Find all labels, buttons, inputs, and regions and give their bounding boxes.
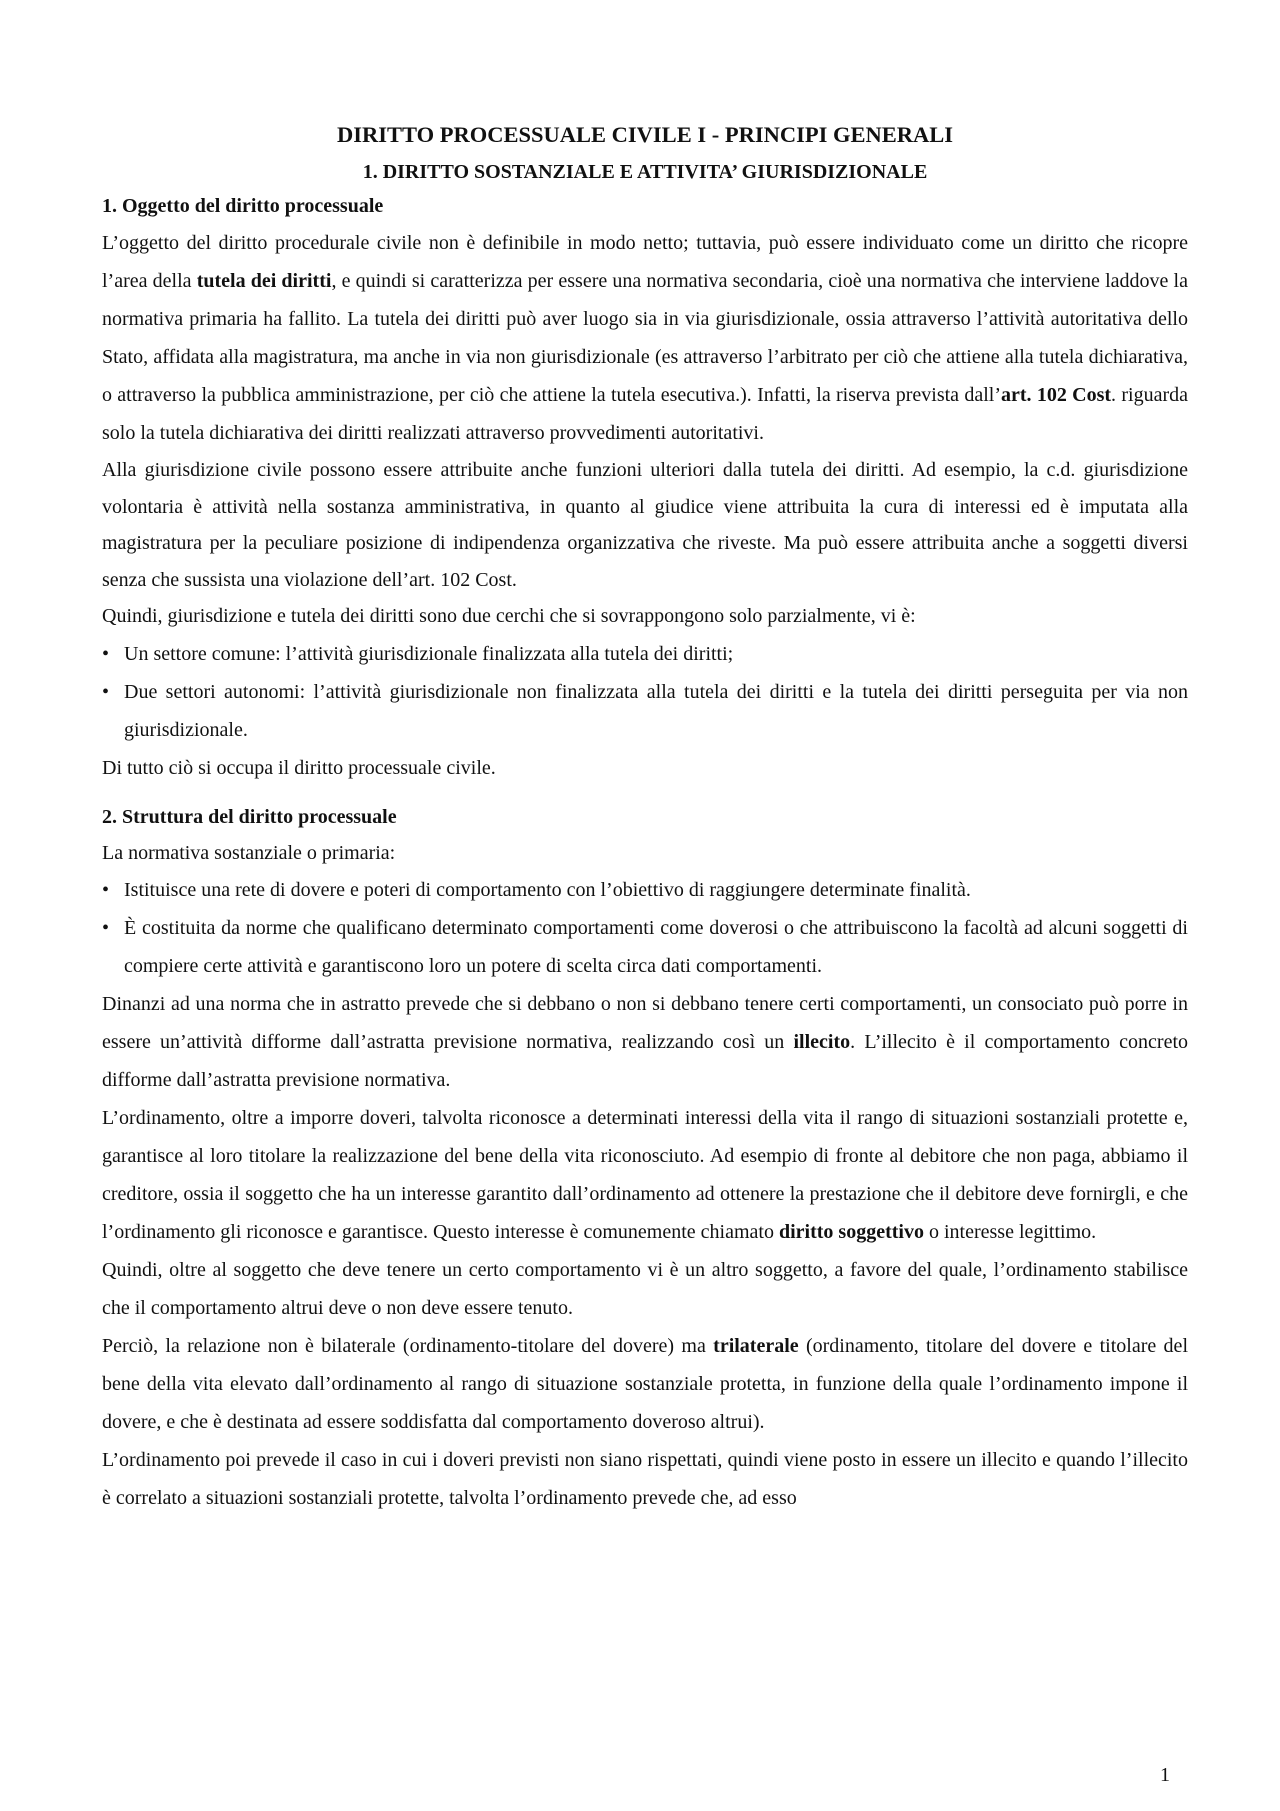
bold-term: trilaterale xyxy=(713,1335,799,1357)
page-number: 1 xyxy=(1160,1764,1170,1786)
text-run: Perciò, la relazione non è bilaterale (ordinamento-titolare del dovere) ma xyxy=(102,1335,714,1357)
bullet-icon: • xyxy=(102,917,110,939)
bullet-list xyxy=(102,635,1188,749)
paragraph xyxy=(102,985,1188,1099)
list-item-text: Due settori autonomi: l’attività giurisdizionale non finalizzata alla tutela dei diritti e la tutela dei diritti perseguita per via non giurisdizionale. xyxy=(124,680,1188,741)
paragraph: La normativa sostanziale o primaria: xyxy=(102,841,396,864)
paragraph xyxy=(102,1327,1188,1441)
paragraph: Alla giurisdizione civile possono essere attribuite anche funzioni ulteriori dalla tutela dei diritti. Ad esempio, la c.d. giurisdizione volontaria è attività nella sostanza amministrativa, in quanto al giudice viene attribuita la cura di interessi ed è imputata alla magistratura per la peculiare posizione di indipendenza organizzativa che riveste. Ma può essere attribuita anche a soggetti diversi senza che sussista una violazione dell’art. 102 Cost. xyxy=(102,459,1188,591)
paragraph: L’ordinamento poi prevede il caso in cui i doveri previsti non siano rispettati, quindi viene posto in essere un illecito e quando l’illecito è correlato a situazioni sostanziali protette, talvolta l’ordinamento prevede che, ad esso xyxy=(102,1449,1188,1509)
bullet-list xyxy=(102,871,1188,985)
section-heading-oggetto: 1. Oggetto del diritto processuale xyxy=(102,195,384,217)
text-run: L’oggetto del diritto procedurale civile non è definibile in modo netto; tuttavia, può essere individuato come un diritto che ricopre l’area della xyxy=(102,232,1188,292)
text-run: (ordinamento, titolare del dovere e titolare del bene della vita elevato dall’ordinamento al rango di situazione sostanziale protetta, in funzione della quale l’ordinamento impone il dovere, e che è destinata ad essere soddisfatta dal comportamento doveroso altrui). xyxy=(102,1335,1188,1433)
paragraph xyxy=(102,1099,1188,1251)
document-title: DIRITTO PROCESSUALE CIVILE I - PRINCIPI GENERALI xyxy=(337,122,953,147)
text-run: . riguarda solo la tutela dichiarativa dei diritti realizzati attraverso provvedimenti autoritativi. xyxy=(102,384,1188,444)
bold-term: illecito xyxy=(793,1031,851,1053)
list-item xyxy=(102,909,1188,985)
bullet-icon: • xyxy=(102,642,110,665)
chapter-title: 1. DIRITTO SOSTANZIALE E ATTIVITA’ GIURISDIZIONALE xyxy=(362,161,928,183)
paragraph: Quindi, giurisdizione e tutela dei diritti sono due cerchi che si sovrappongono solo parzialmente, vi è: xyxy=(102,605,916,627)
paragraph: Di tutto ciò si occupa il diritto processuale civile. xyxy=(102,756,496,779)
text-run: o interesse legittimo. xyxy=(923,1221,1097,1243)
list-item xyxy=(102,635,1188,673)
bold-term: art. 102 Cost xyxy=(1001,384,1112,406)
list-item-text: Istituisce una rete di dovere e poteri di comportamento con l’obiettivo di raggiungere determinate finalità. xyxy=(124,879,971,901)
list-item-text: È costituita da norme che qualificano determinato comportamenti come doverosi o che attribuiscono la facoltà ad alcuni soggetti di compiere certe attività e garantiscono loro un potere di scelta circa dati comportamenti. xyxy=(124,917,1188,977)
bold-term: tutela dei diritti xyxy=(196,270,332,292)
list-item xyxy=(102,673,1188,749)
bullet-icon: • xyxy=(102,680,110,703)
bullet-icon: • xyxy=(102,879,110,901)
paragraph: Quindi, oltre al soggetto che deve tenere un certo comportamento vi è un altro soggetto, a favore del quale, l’ordinamento stabilisce che il comportamento altrui deve o non deve essere tenuto. xyxy=(102,1259,1188,1319)
list-item xyxy=(102,871,1188,909)
text-run: Dinanzi ad una norma che in astratto prevede che si debbano o non si debbano tenere certi comportamenti, un consociato può porre in essere un’attività difforme dall’astratta previsione normativa, realizzando così un xyxy=(102,993,1188,1053)
text-run: L’ordinamento, oltre a imporre doveri, talvolta riconosce a determinati interessi della vita il rango di situazioni sostanziali protette e, garantisce al loro titolare la realizzazione del bene della vita riconosciuto. Ad esempio di fronte al debitore che non paga, abbiamo il creditore, ossia il soggetto che ha un interesse garantito dall’ordinamento ad ottenere la prestazione che il debitore deve fornirgli, e che l’ordinamento gli riconosce e garantisce. Questo interesse è comunemente chiamato xyxy=(102,1107,1188,1243)
section-heading-struttura: 2. Struttura del diritto processuale xyxy=(102,805,397,828)
paragraph xyxy=(102,224,1188,452)
text-run: , e quindi si caratterizza per essere una normativa secondaria, cioè una normativa che interviene laddove la normativa primaria ha fallito. La tutela dei diritti può aver luogo sia in via giurisdizionale, ossia attraverso l’attività autoritativa dello Stato, affidata alla magistratura, ma anche in via non giurisdizionale (es attraverso l’arbitrato per ciò che attiene alla tutela dichiarativa, o attraverso la pubblica amministrazione, per ciò che attiene la tutela esecutiva.). Infatti, la riserva prevista dall’ xyxy=(102,270,1188,406)
list-item-text: Un settore comune: l’attività giurisdizionale finalizzata alla tutela dei diritti; xyxy=(124,642,734,665)
text-run: . L’illecito è il comportamento concreto difforme dall’astratta previsione normativa. xyxy=(102,1031,1189,1091)
document-page xyxy=(102,120,1188,1517)
bold-term: diritto soggettivo xyxy=(778,1221,924,1243)
